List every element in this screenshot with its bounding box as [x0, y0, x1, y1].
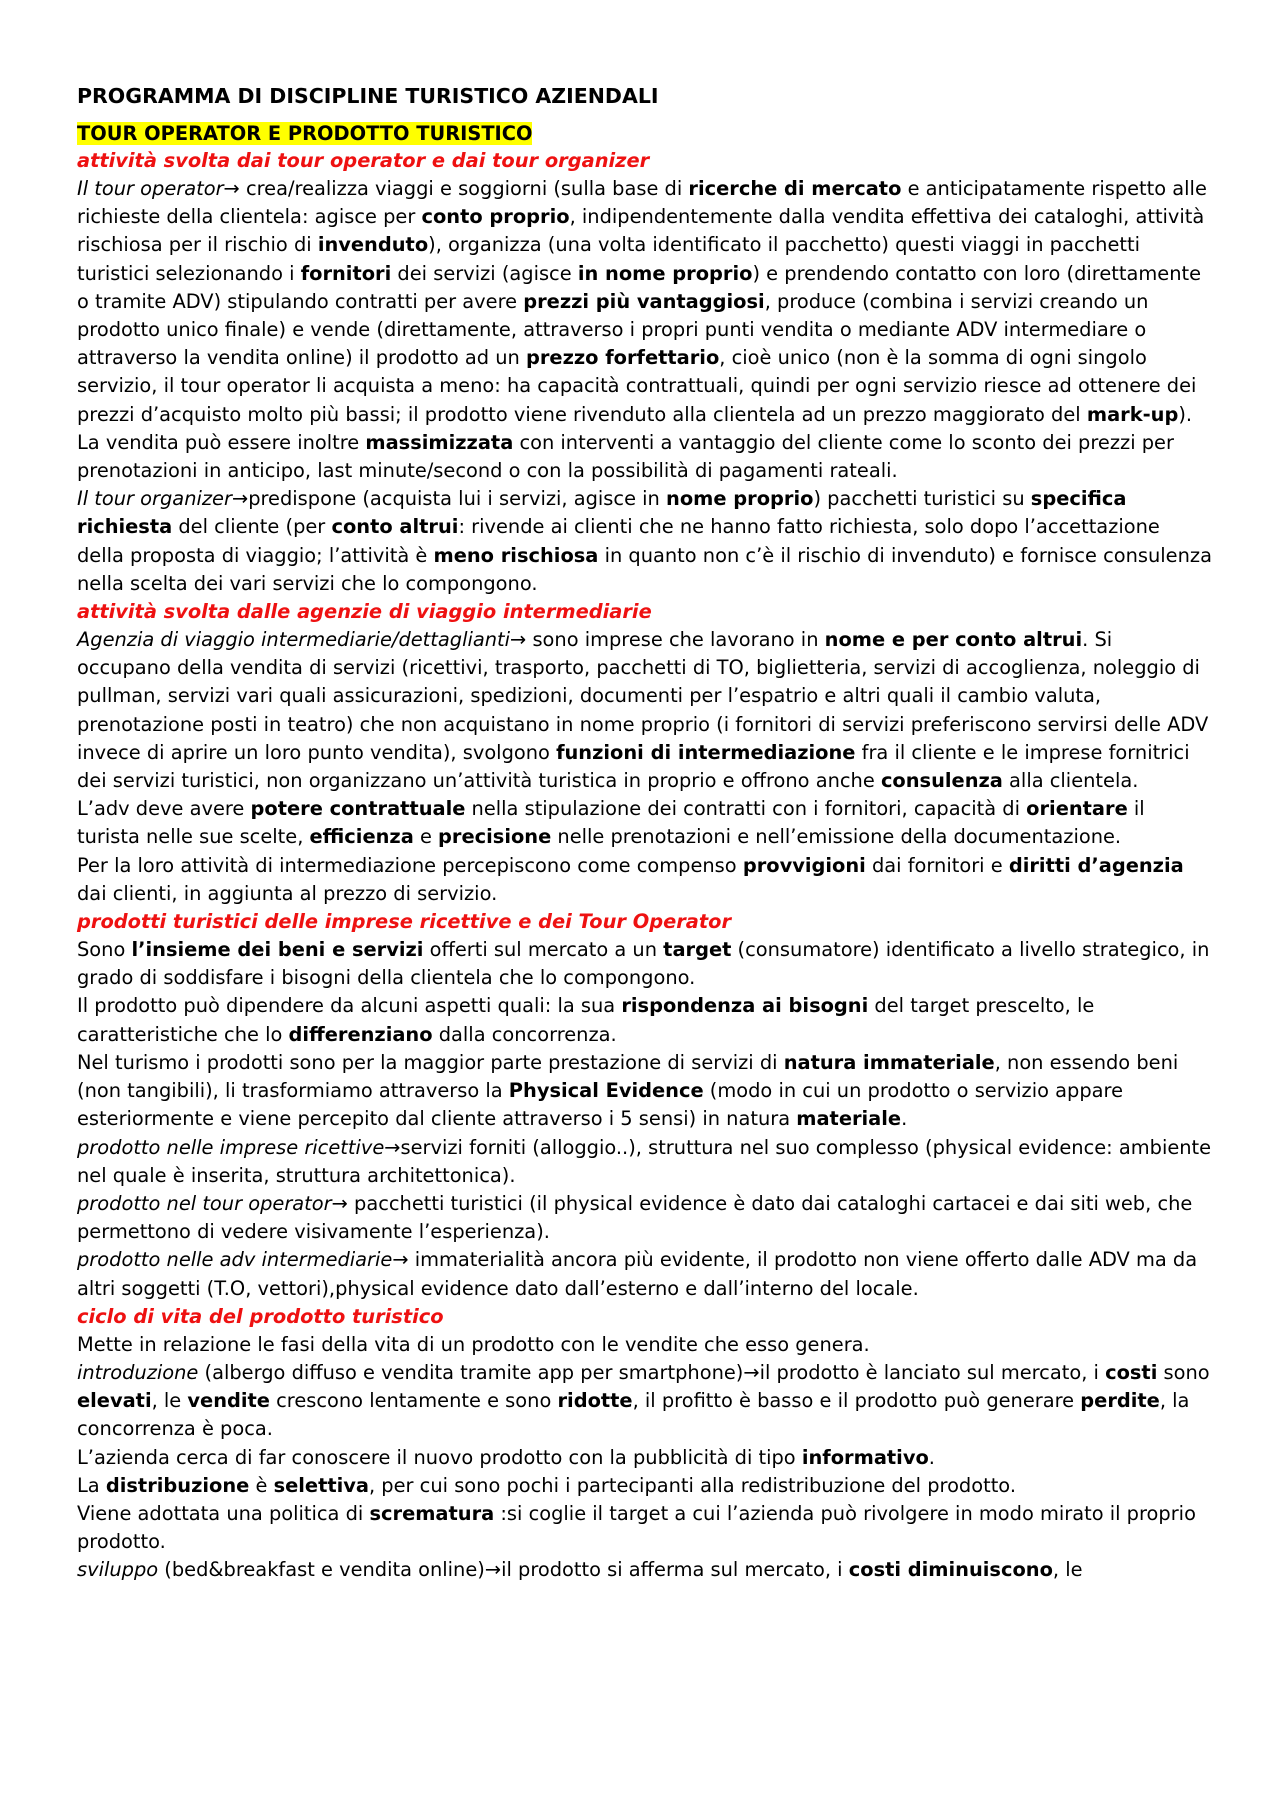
bold-text: specifica richiesta [77, 487, 1127, 539]
text-run: , le [151, 1389, 188, 1413]
text-run: L’azienda cerca di far conoscere il nuovo prodotto con la pubblicità di tipo [77, 1445, 802, 1469]
bold-text: conto altrui [331, 515, 459, 539]
section-heading-highlight: TOUR OPERATOR E PRODOTTO TURISTICO [77, 122, 533, 145]
bold-text: ricerche di mercato [688, 177, 902, 200]
bold-text: invenduto [317, 233, 429, 257]
text-run: immaterialità ancora più evidente, il prodotto non viene offerto dalle ADV ma da altri soggetti (T.O, vettori),physical evidence dato dall’esterno e dall’interno del locale. [77, 1248, 1198, 1300]
text-run: ) pacchetti turistici su [813, 487, 1031, 511]
paragraph [77, 1556, 1212, 1584]
italic-text: Agenzia di viaggio intermediarie/dettaglianti→ [77, 628, 533, 652]
text-run: del cliente (per [172, 515, 332, 539]
bold-text: prezzi più vantaggiosi [523, 289, 765, 313]
text-run: il turista nelle sue scelte, [77, 797, 1145, 849]
bold-text: funzioni di intermediazione [556, 740, 856, 764]
italic-text: Il tour operator→ [77, 177, 246, 200]
text-run: Sono [77, 938, 132, 962]
paragraph [77, 626, 1212, 795]
subheading-agenzie: attività svolta dalle agenzie di viaggio intermediarie [77, 600, 652, 624]
text-run: dai clienti, in aggiunta al prezzo di servizio. [77, 881, 498, 905]
bold-text: selettiva [273, 1473, 369, 1497]
bold-text: potere contrattuale [250, 797, 466, 821]
text-run: sono imprese che lavorano in [532, 628, 825, 652]
text-run: (albergo diffuso e vendita tramite app per smartphone)→il prodotto è lanciato sul mercato, i [198, 1360, 1106, 1384]
text-run: fra il cliente e le imprese fornitrici dei servizi turistici, non organizzano un’attività turistica in proprio e offrono anche [77, 740, 1190, 793]
subheading-tour-operator: attività svolta dai tour operator e dai tour organizer [77, 149, 650, 172]
bold-text: vendite [187, 1389, 270, 1413]
bold-text: Physical Evidence [508, 1079, 704, 1103]
text-run: e [413, 825, 439, 849]
text-run: ). [1178, 402, 1193, 426]
paragraph [77, 936, 1212, 992]
paragraph [77, 795, 1212, 851]
bold-text: conto proprio [421, 205, 570, 229]
text-run: , indipendentemente dalla vendita effettiva dei cataloghi, attività rischiosa per il rischio di [77, 205, 1205, 257]
bold-text: precisione [438, 825, 552, 849]
paragraph [77, 1190, 1212, 1246]
text-run: con interventi a vantaggio del cliente come lo sconto dei prezzi per prenotazioni in anticipo, last minute/second o con la possibilità di pagamenti rateali. [77, 430, 1174, 483]
paragraph [77, 1500, 1212, 1556]
text-run: dalla concorrenza. [432, 1022, 617, 1046]
bold-text: perdite [1080, 1389, 1160, 1413]
bold-text: natura immateriale [783, 1050, 995, 1074]
bold-text: orientare [1026, 797, 1128, 821]
text-run: ) e prendendo contatto con loro (direttamente o tramite ADV) stipulando contratti per avere [77, 261, 1202, 313]
paragraph [77, 1444, 1212, 1472]
text-run: sono [1157, 1360, 1210, 1384]
text-run: (bed&breakfast e vendita online)→il prodotto si afferma sul mercato, i [158, 1558, 849, 1582]
paragraph [77, 1472, 1212, 1500]
text-run: : rivende ai clienti che ne hanno fatto richiesta, solo dopo l’accettazione della proposta di viaggio; l’attività è [77, 515, 1160, 567]
text-run: servizi forniti (alloggio..), struttura nel suo complesso (physical evidence: ambiente nel quale è inserita, struttura architettonica). [77, 1135, 1212, 1187]
bold-text: provvigioni [742, 853, 866, 877]
bold-text: target [663, 938, 732, 962]
paragraph [77, 852, 1212, 908]
text-run: alla clientela. [1002, 769, 1139, 793]
paragraph [77, 1359, 1212, 1444]
text-run: (modo in cui un prodotto o servizio appare esteriormente e viene percepito dal cliente attraverso i 5 sensi) in natura [77, 1079, 1124, 1131]
paragraph [77, 1331, 1212, 1359]
italic-text: introduzione [77, 1360, 199, 1384]
bold-text: mark-up [1086, 402, 1179, 426]
paragraph [77, 175, 1212, 429]
bold-text: rispondenza ai bisogni [621, 994, 869, 1018]
subheading-prodotti: prodotti turistici delle imprese ricettive e dei Tour Operator [77, 910, 732, 934]
text-run: , le [1052, 1558, 1083, 1582]
paragraph [77, 992, 1212, 1048]
text-run: Nel turismo i prodotti sono per la maggior parte prestazione di servizi di [77, 1050, 784, 1074]
text-run: ), organizza (una volta identificato il pacchetto) questi viaggi in pacchetti turistici selezionando i [77, 233, 1140, 285]
bold-text: efficienza [309, 825, 414, 849]
bold-text: prezzo forfettario [525, 346, 720, 370]
text-run: L’adv deve avere [77, 797, 251, 821]
text-run: del target prescelto, le caratteristiche che lo [77, 994, 1095, 1046]
text-run: crescono lentamente e sono [269, 1389, 558, 1413]
text-run: dai fornitori e [865, 853, 1009, 877]
bold-text: differenziano [288, 1022, 433, 1046]
text-run: La [77, 1473, 106, 1497]
text-run: :si coglie il target a cui l’azienda può rivolgere in modo mirato il proprio prodotto. [77, 1501, 1196, 1554]
italic-text: prodotto nel tour operator→ [77, 1191, 355, 1215]
text-run: dei servizi (agisce [391, 261, 578, 285]
bold-text: consulenza [880, 769, 1003, 793]
text-run: , produce (combina i servizi creando un prodotto unico finale) e vende (direttamente, attraverso i propri punti vendita o mediante ADV intermediare o attraverso la vendita online) il prodotto ad un [77, 289, 1149, 370]
text-run: Viene adottata una politica di [77, 1501, 370, 1525]
bold-text: costi diminuiscono [848, 1558, 1053, 1582]
text-run: in quanto non c’è il rischio di invenduto) e fornisce consulenza nella scelta dei vari servizi che lo compongono. [77, 543, 1212, 595]
text-run: , per cui sono pochi i partecipanti alla redistribuzione del prodotto. [368, 1473, 1016, 1497]
paragraph [77, 1246, 1212, 1302]
text-run: nelle prenotazioni e nell’emissione della documentazione. [551, 825, 1122, 849]
text-run: è [249, 1473, 274, 1497]
text-run: nella stipulazione dei contratti con i fornitori, capacità di [465, 797, 1027, 821]
bold-text: materiale [796, 1107, 902, 1131]
text-run: , cioè unico (non è la somma di ogni singolo servizio, il tour operator li acquista a meno: ha capacità contrattuali, quindi per ogni servizio riesce ad ottenere dei prezzi d’acquisto molto più bassi; il prodotto viene rivenduto alla clientela ad un prezzo maggiorato del [77, 346, 1197, 426]
text-run: . [928, 1445, 935, 1469]
bold-text: distribuzione [105, 1473, 250, 1497]
italic-text: prodotto nelle imprese ricettive→ [77, 1135, 401, 1159]
text-run: . Si occupano della vendita di servizi (ricettivi, trasporto, pacchetti di TO, biglietteria, servizi di accoglienza, noleggio di pullman, servizi vari quali assicurazioni, spedizioni, documenti per l’espatrio e altri quali il cambio valuta, prenotazione posti in teatro) che non acquistano in nome proprio (i fornitori di servizi preferiscono servirsi delle ADV invece di aprire un loro punto vendita), svolgono [77, 628, 1209, 764]
text-run: , il profitto è basso e il prodotto può generare [632, 1389, 1081, 1413]
section-heading [77, 120, 1212, 147]
text-run: La vendita può essere inoltre [77, 430, 366, 454]
bold-text: elevati [77, 1389, 152, 1413]
italic-text: sviluppo [77, 1558, 159, 1582]
text-run: , non essendo beni (non tangibili), li trasformiamo attraverso la [77, 1050, 1179, 1103]
bold-text: ridotte [557, 1389, 633, 1413]
bold-text: meno rischiosa [433, 543, 599, 567]
bold-text: massimizzata [365, 430, 514, 454]
text-run: (consumatore) identificato a livello strategico, in grado di soddisfare i bisogni della clientela che lo compongono. [77, 938, 1210, 990]
paragraph [77, 429, 1212, 485]
text-run: crea/realizza viaggi e soggiorni (sulla base di [245, 177, 689, 200]
subheading-ciclo-di-vita: ciclo di vita del prodotto turistico [77, 1304, 444, 1328]
bold-text: nome e per conto altrui [824, 628, 1083, 652]
bold-text: in nome proprio [577, 261, 753, 285]
text-run: Il prodotto può dipendere da alcuni aspetti quali: la sua [77, 994, 622, 1018]
bold-text: informativo [801, 1445, 929, 1469]
text-run: Per la loro attività di intermediazione percepiscono come compenso [77, 853, 743, 877]
paragraph [77, 1134, 1212, 1190]
text-run: e anticipatamente rispetto alle richieste della clientela: agisce per [77, 177, 1207, 229]
paragraph [77, 1049, 1212, 1134]
bold-text: nome proprio [666, 487, 814, 511]
paragraph [77, 485, 1212, 598]
text-run: offerti sul mercato a un [423, 938, 664, 962]
text-run: predispone (acquista lui i servizi, agisce in [248, 487, 667, 511]
text-run: . [901, 1107, 908, 1131]
italic-text: prodotto nelle adv intermediarie→ [77, 1248, 415, 1272]
bold-text: diritti d’agenzia [1008, 853, 1184, 877]
document-body [77, 82, 1212, 1585]
document-title: PROGRAMMA DI DISCIPLINE TURISTICO AZIENDALI [77, 84, 659, 108]
bold-text: costi [1105, 1360, 1158, 1384]
bold-text: fornitori [300, 261, 392, 285]
text-run: , la concorrenza è poca. [77, 1389, 1190, 1441]
italic-text: Il tour organizer→ [77, 487, 249, 511]
bold-text: l’insieme dei beni e servizi [131, 938, 424, 962]
bold-text: scrematura [369, 1501, 495, 1525]
text-run: Mette in relazione le fasi della vita di un prodotto con le vendite che esso genera. [77, 1332, 870, 1356]
text-run: pacchetti turistici (il physical evidence è dato dai cataloghi cartacei e dai siti web, che permettono di vedere visivamente l’esperienza). [77, 1191, 1193, 1244]
